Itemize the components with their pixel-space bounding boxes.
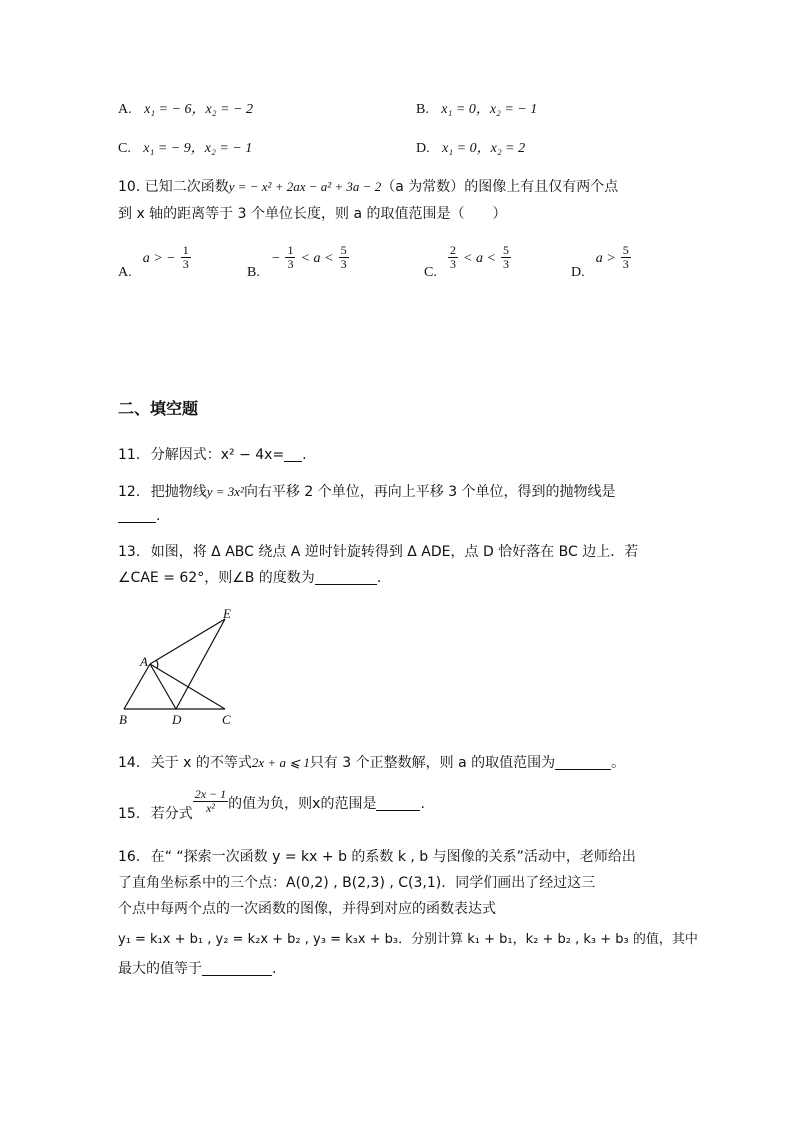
question-number: 16.	[118, 849, 141, 865]
q13-line1: 13. 如图，将 Δ ABC 绕点 A 逆时针旋转得到 Δ ADE，点 D 恰好落在 BC 边上．若	[118, 544, 639, 560]
q12-formula: y = 3x²	[206, 484, 244, 499]
point-label-b: B	[119, 712, 127, 727]
answer-blank	[284, 447, 302, 462]
q10-option-b: B. − $\frac{1}{3}$ < a < $\frac{5}{3}$	[247, 243, 347, 280]
q12-line1: 12. 把抛物线y = 3x²向右平移 2 个单位，再向上平移 3 个单位，得到的抛物线是	[118, 484, 616, 500]
option-letter: D.	[416, 141, 430, 156]
q9-option-b	[416, 98, 537, 118]
point-label-e: E	[223, 606, 231, 621]
option-expr: x₁ = 0，x₂ = − 1	[441, 102, 538, 117]
option-expr: x₁ = − 6，x₂ = − 2	[144, 102, 254, 117]
option-expr: x₁ = 0，x₂ = 2	[442, 141, 526, 156]
option-letter: B.	[416, 102, 429, 117]
q11: 11. 分解因式：x² − 4x= .	[118, 447, 307, 463]
option-letter: A.	[118, 265, 132, 280]
point-label-c: C	[222, 712, 231, 727]
q16-line1: 16. 在“ “探索一次函数 y = kx + b 的系数 k , b 与图像的关系”活动中，老师给出	[118, 849, 636, 865]
fraction-numerator: 2x − 1	[194, 787, 227, 801]
segment-ac	[150, 664, 225, 709]
option-letter: B.	[247, 265, 260, 280]
option-expr: x₁ = − 9，x₂ = − 1	[143, 141, 253, 156]
q16-line4: y₁ = k₁x + b₁ , y₂ = k₂x + b₂ , y₃ = k₃x + b₃．分别计算 k₁ + b₁，k₂ + b₂ , k₃ + b₃ 的值，其中	[118, 932, 698, 947]
question-number: 11.	[118, 447, 141, 463]
q16-line5: 最大的值等于 .	[118, 961, 277, 977]
question-number: 10.	[118, 179, 141, 195]
q10-option-d: D. a > $\frac{5}{3}$	[571, 243, 629, 280]
q14-formula: 2x + a ⩽ 1	[251, 755, 310, 770]
option-letter: C.	[118, 141, 131, 156]
option-letter: A.	[118, 102, 132, 117]
section-heading: 二、填空题	[118, 399, 199, 418]
q9-option-d	[416, 137, 525, 157]
question-number: 15.	[118, 805, 141, 822]
q10-line2: 到 x 轴的距离等于 3 个单位长度，则 a 的取值范围是（ ）	[118, 206, 507, 222]
answer-blank	[118, 508, 156, 523]
q15: 15. 若分式 $\frac{2x - 1}{\text{x²}}$ 的值为负，则x的范围是 .	[118, 787, 425, 822]
point-label-d: D	[172, 712, 182, 727]
q10-line1: 10. 已知二次函数y = − x² + 2ax − a² + 3a − 2（a 为常数）的图像上有且仅有两个点	[118, 179, 619, 195]
angle-mark	[156, 660, 158, 668]
fraction-denominator: x²	[205, 801, 215, 815]
q16-line3: 个点中每两个点的一次函数的图像，并得到对应的函数表达式	[118, 901, 496, 917]
point-label-a: A	[140, 654, 148, 669]
q9-option-c	[118, 137, 252, 157]
q10-option-a: A. a > − $\frac{1}{3}$	[118, 243, 189, 280]
segment-ad	[150, 664, 176, 709]
q10-formula: y = − x² + 2ax − a² + 3a − 2	[228, 179, 382, 194]
q16-line2: 了直角坐标系中的三个点：A(0,2) , B(2,3) , C(3,1)．同学们画出了经过这三	[118, 875, 596, 891]
segment-de	[176, 619, 225, 709]
q10-option-c: C. $\frac{2}{3}$ < a < $\frac{5}{3}$	[424, 243, 510, 280]
answer-blank	[202, 961, 272, 976]
option-letter: C.	[424, 265, 437, 280]
triangle-figure	[110, 600, 250, 730]
segment-ab	[124, 664, 150, 709]
q12-line2: .	[118, 508, 160, 524]
question-number: 12.	[118, 484, 141, 500]
answer-blank	[376, 796, 420, 811]
question-number: 13.	[118, 544, 141, 560]
answer-blank	[315, 570, 377, 585]
q13-line2: ∠CAE = 62°，则∠B 的度数为 .	[118, 570, 382, 586]
q9-option-a	[118, 98, 253, 118]
option-letter: D.	[571, 265, 585, 280]
answer-blank	[555, 755, 611, 770]
q14: 14. 关于 x 的不等式2x + a ⩽ 1只有 3 个正整数解，则 a 的取值范围为 。	[118, 755, 626, 771]
segment-ae	[150, 619, 225, 664]
question-number: 14.	[118, 755, 141, 771]
